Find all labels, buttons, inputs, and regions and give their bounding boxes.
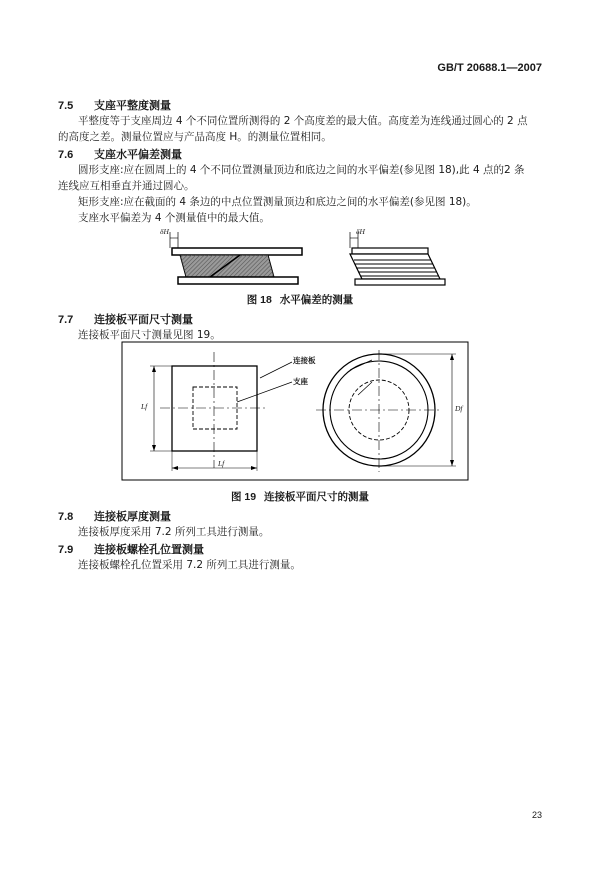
page-number: 23 bbox=[531, 810, 542, 820]
figure-18-left-bearing bbox=[170, 232, 302, 284]
section-7-7-line1: 连接板平面尺寸测量见图 19。 bbox=[78, 329, 221, 341]
section-7-5-line2: 的高度之差。测量位置应与产品高度 H。的测量位置相同。 bbox=[58, 131, 332, 143]
section-7-8-heading: 7.8 连接板厚度测量 bbox=[58, 510, 171, 523]
figure-18-caption: 图 18 水平偏差的测量 bbox=[246, 294, 354, 306]
section-7-5-heading: 7.5 支座平整度测量 bbox=[58, 99, 171, 112]
figure-18-right-bearing bbox=[350, 232, 445, 285]
figure-19-dim-diameter: Df bbox=[455, 404, 463, 413]
figure-19-dim-bottom: Lf bbox=[218, 459, 225, 468]
section-7-8-line1: 连接板厚度采用 7.2 所列工具进行测量。 bbox=[78, 526, 270, 538]
figure-18-label-right: δH bbox=[356, 227, 365, 236]
figure-19-label-plate: 连接板 bbox=[293, 356, 316, 365]
figure-19-label-bearing: 支座 bbox=[293, 377, 308, 386]
section-7-7-heading: 7.7 连接板平面尺寸测量 bbox=[58, 313, 193, 326]
standard-number: GB/T 20688.1—2007 bbox=[437, 62, 542, 74]
section-7-6-line1: 圆形支座:应在圆周上的 4 个不同位置测量顶边和底边之间的水平偏差(参见图 18),此 4 点的2 条 bbox=[78, 164, 525, 176]
section-7-9-heading: 7.9 连接板螺栓孔位置测量 bbox=[58, 543, 204, 556]
figure-19-dim-side: Lf bbox=[141, 402, 148, 411]
section-7-9-line1: 连接板螺栓孔位置采用 7.2 所列工具进行测量。 bbox=[78, 559, 301, 571]
section-7-6-line2: 连线应互相垂直并通过圆心。 bbox=[58, 180, 195, 192]
figure-19-circular-plate bbox=[316, 350, 456, 472]
section-7-6-heading: 7.6 支座水平偏差测量 bbox=[58, 148, 182, 161]
section-7-6-line4: 支座水平偏差为 4 个测量值中的最大值。 bbox=[78, 212, 270, 224]
section-7-5-line1: 平整度等于支座周边 4 个不同位置所测得的 2 个高度差的最大值。高度差为连线通过圆心的 2 点 bbox=[78, 115, 528, 127]
figure-18 bbox=[150, 224, 460, 292]
figure-18-label-left: δH bbox=[160, 227, 169, 236]
section-7-6-line3: 矩形支座:应在截面的 4 条边的中点位置测量顶边和底边之间的水平偏差(参见图 18)。 bbox=[78, 196, 477, 208]
figure-19-square-plate bbox=[150, 352, 268, 471]
figure-19-caption: 图 19 连接板平面尺寸的测量 bbox=[230, 491, 370, 503]
